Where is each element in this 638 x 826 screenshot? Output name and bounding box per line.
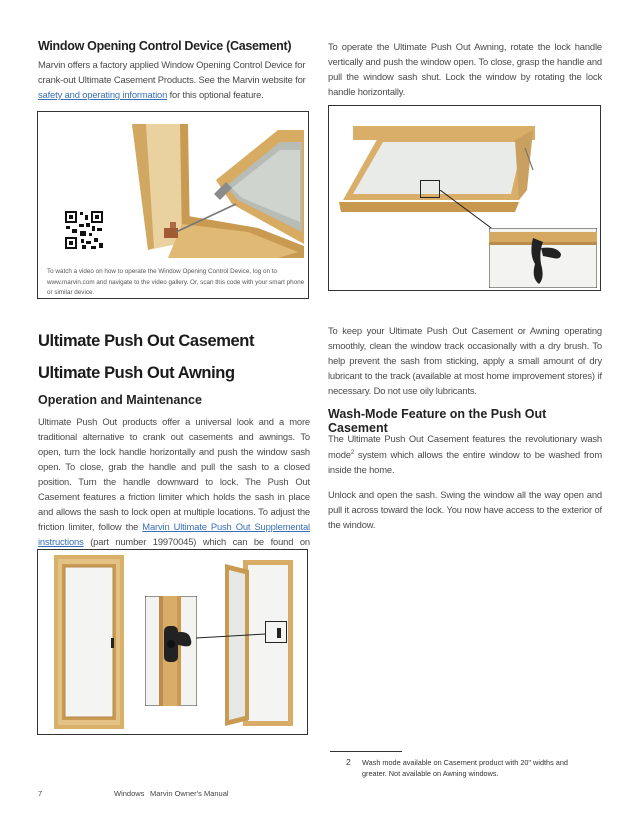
wocd-caption: To watch a video on how to operate the Window Opening Control Device, log on to www.marvin.com and navigate to the video gallery. Or, scan this code with your smart phone or similar device.: [47, 268, 305, 296]
wash-text-b: system which allows the entire window to be washed from inside the home.: [328, 449, 602, 476]
heading-push-out-awning: Ultimate Push Out Awning: [38, 364, 235, 382]
footnote-text-line-2: greater. Not available on Awning windows.: [362, 769, 499, 778]
footnote-text-line-1: Wash mode available on Casement product with 20" widths and: [362, 758, 568, 767]
footnote-ref: 2: [350, 450, 355, 456]
track-maintenance-paragraph: To keep your Ultimate Push Out Casement or Awning operating smoothly, clean the window track occasionally with a dry brush. To help prevent the sash from sticking, apply a small amount of dry lubricant to the track (available at most home improvement stores) if necessary. Do not use oily lubricants.: [328, 325, 602, 396]
awning-image-frame: [328, 105, 601, 291]
heading-push-out-casement: Ultimate Push Out Casement: [38, 332, 255, 350]
footnote-number: 2: [346, 757, 351, 767]
wocd-image-frame: [37, 111, 309, 299]
supplemental-instructions-link[interactable]: Marvin Ultimate Push Out Supplemental instructions: [38, 521, 310, 547]
heading-operation-maintenance: Operation and Maintenance: [38, 393, 202, 407]
safety-info-link[interactable]: safety and operating information: [38, 89, 168, 100]
wocd-paragraph: [38, 57, 314, 102]
casement-corner-photo: [128, 124, 304, 258]
open-casement-photo: [221, 558, 301, 730]
wash-mode-paragraph-2: Unlock and open the sash. Swing the window all the way open and pull it across toward the lock. You now have access to the exterior of the window.: [328, 489, 602, 530]
page-number: 7: [38, 789, 43, 798]
awning-operation-paragraph: To operate the Ultimate Push Out Awning, rotate the lock handle vertically and push the window open. To close, grasp the handle and pull the window sash shut. Lock the window by rotating the lock handle horizontally.: [328, 41, 602, 97]
operation-text-a: Ultimate Push Out products offer a universal look and a more traditional alternative to crank out casements and awnings. To open, turn the lock handle horizontally and push the window sash open. To close, grab the handle and pull the sash to a closed position. Turn the handle downward to lock. The Push Out Casement features a friction limiter which holds the sash in place and allows the sash to lock open at multiple locations. To adjust the friction limiter, follow the: [38, 416, 310, 532]
wocd-text-a: Marvin offers a factory applied Window Opening Control Device for crank-out Ultimate Casement Products. See the Marvin website for: [38, 59, 306, 85]
wocd-heading: Window Opening Control Device (Casement): [38, 39, 292, 53]
callout-line: [196, 632, 266, 644]
wash-text-a: The Ultimate Push Out Casement features the revolutionary wash mode: [328, 433, 602, 461]
heading-wash-mode: Wash-Mode Feature on the Push Out Casement: [328, 407, 547, 435]
wocd-text-b: for this optional feature.: [167, 89, 264, 100]
operation-text-b: (part number 19970045) which can be found on: [83, 536, 310, 547]
awning-handle-callout-box: [420, 180, 440, 198]
operation-paragraph: [38, 414, 310, 564]
wash-mode-paragraph-1: [328, 431, 602, 477]
qr-code-icon[interactable]: [64, 210, 104, 250]
footer-section: Windows: [114, 789, 145, 798]
lock-handle-closeup: [145, 596, 197, 706]
footer-manual-title: Marvin Owner's Manual: [150, 789, 229, 798]
awning-handle-closeup: [489, 228, 597, 288]
casement-window-photo: [53, 554, 125, 730]
casement-image-frame: [37, 549, 308, 735]
footnote-rule: [330, 751, 402, 752]
handle-callout-box: [265, 621, 287, 643]
